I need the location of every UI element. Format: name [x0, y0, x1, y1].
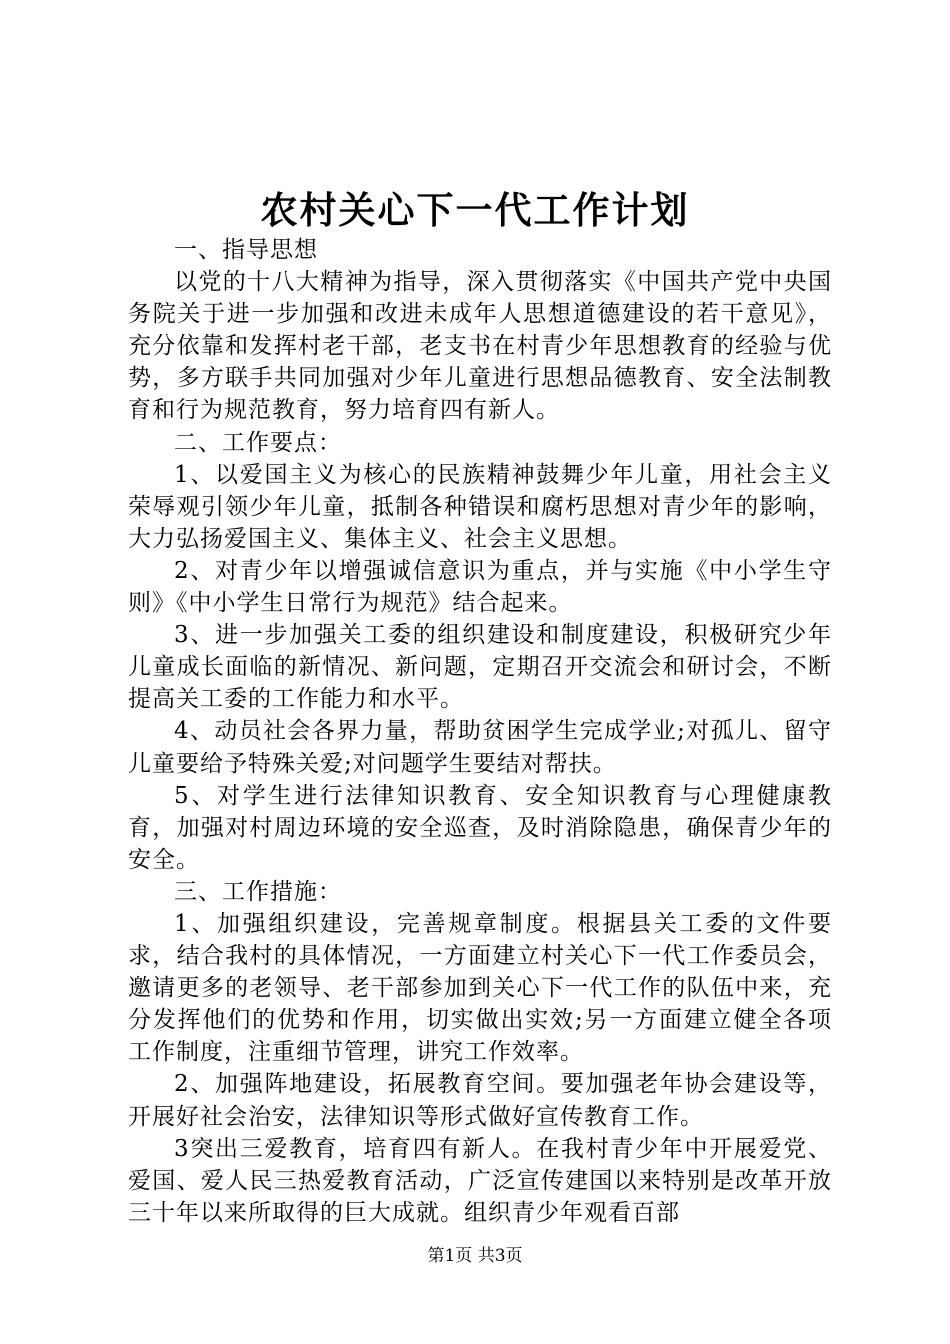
section-heading-work-measures: 三、工作措施：: [174, 878, 342, 905]
paragraph: 1、加强组织建设，完善规章制度。根据县关工委的文件要求，结合我村的具体情况，一方面建立村关心下一代工作委员会，邀请更多的老领导、老干部参加到关心下一代工作的队伍中来，充分发挥他们的优势和作用，切实做出实效;另一方面建立健全各项工作制度，注重细节管理，讲究工作效率。: [128, 910, 832, 1066]
document-title: 农村关心下一代工作计划: [260, 188, 690, 232]
section-heading-guiding-ideology: 一、指导思想: [174, 237, 318, 263]
paragraph: 3、进一步加强关工委的组织建设和制度建设，积极研究少年儿童成长面临的新情况、新问题，定期召开交流会和研讨会，不断提高关工委的工作能力和水平。: [128, 622, 832, 713]
paragraph: 2、对青少年以增强诚信意识为重点，并与实施《中小学生守则》《中小学生日常行为规范》结合起来。: [128, 557, 832, 617]
paragraph: 5、对学生进行法律知识教育、安全知识教育与心理健康教育，加强对村周边环境的安全巡查，及时消除隐患，确保青少年的安全。: [128, 782, 832, 873]
paragraph: 3突出三爱教育，培育四有新人。在我村青少年中开展爱党、爱国、爱人民三热爱教育活动，广泛宣传建国以来特别是改革开放三十年以来所取得的巨大成就。组织青少年观看百部: [128, 1135, 832, 1226]
section-heading-work-points: 二、工作要点：: [174, 429, 342, 456]
paragraph: 4、动员社会各界力量，帮助贫困学生完成学业;对孤儿、留守儿童要给予特殊关爱;对问题学生要结对帮扶。: [128, 718, 832, 777]
document-body: [128, 234, 832, 1229]
paragraph: 1、以爱国主义为核心的民族精神鼓舞少年儿童，用社会主义荣辱观引领少年儿童，抵制各种错误和腐朽思想对青少年的影响，大力弘扬爱国主义、集体主义、社会主义思想。: [128, 461, 832, 552]
paragraph: 2、加强阵地建设，拓展教育空间。要加强老年协会建设等，开展好社会治安，法律知识等形式做好宣传教育工作。: [128, 1071, 832, 1130]
page-footer: 第1页 共3页: [427, 1246, 523, 1266]
paragraph: 以党的十八大精神为指导，深入贯彻落实《中国共产党中央国务院关于进一步加强和改进未成年人思想道德建设的若干意见》，充分依靠和发挥村老干部，老支书在村青少年思想教育的经验与优势，多方联手共同加强对少年儿童进行思想品德教育、安全法制教育和行为规范教育，努力培育四有新人。: [128, 269, 832, 424]
